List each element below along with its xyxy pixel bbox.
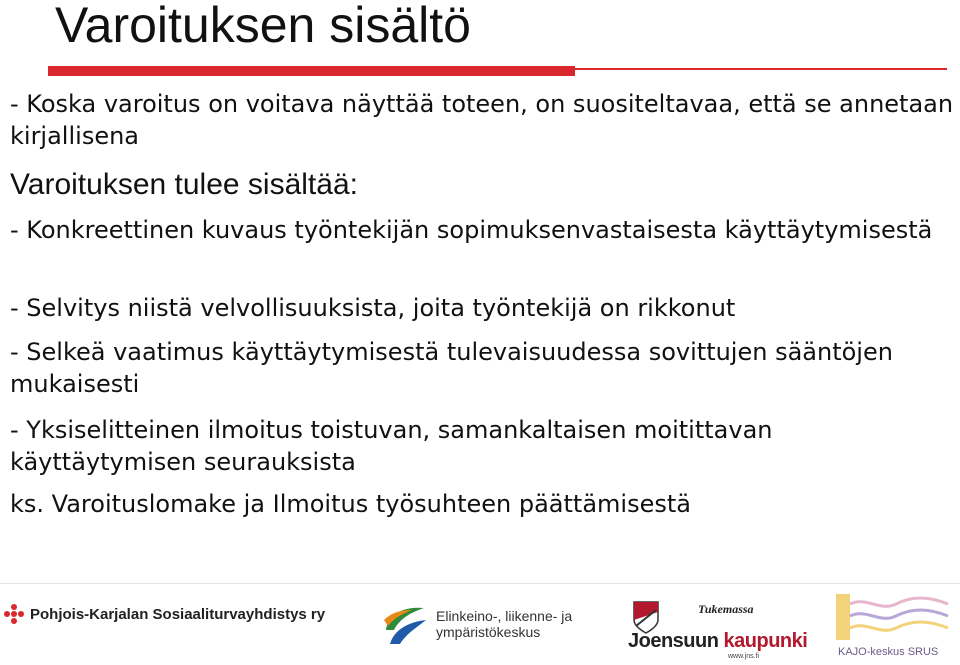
paragraph-1: - Koska varoitus on voitava näyttää toteen, on suositeltavaa, että se annetaan kirjallisena: [10, 90, 954, 150]
ely-keskus-logo: [382, 598, 602, 650]
joensuu-kaupunki: kaupunki: [723, 630, 808, 652]
joensuu-wordmark: [628, 630, 807, 653]
kajo-name: KAJO-keskus: [838, 646, 905, 658]
title-underline-thick: [48, 66, 575, 76]
pk-sosiaaliturvayhdistys-logo: [4, 602, 334, 626]
joensuu-logo: [628, 598, 808, 662]
paragraph-7: ks. Varoituslomake ja Ilmoitus työsuhteen päättämisestä: [10, 490, 691, 518]
pk-logo-text: Pohjois-Karjalan Sosiaaliturvayhdistys ry: [30, 605, 326, 623]
title-underline-thin: [575, 68, 947, 70]
kajo-caption: [838, 646, 938, 658]
joensuu-crest-icon: [632, 600, 660, 634]
paragraph-3: - Konkreettinen kuvaus työntekijän sopimuksenvastaisesta käyttäytymisestä: [10, 216, 933, 244]
joensuu-url: www.jns.fi: [728, 653, 760, 660]
ely-line-2: ympäristökeskus: [436, 624, 541, 640]
footer-divider: [0, 583, 960, 584]
ely-emblem-icon: [382, 600, 430, 648]
kajo-keskus-logo: [836, 590, 956, 662]
slide-title: Varoituksen sisältö: [55, 0, 471, 53]
joensuu-tukemassa: Tukemassa: [698, 602, 754, 616]
paragraph-2-heading: Varoituksen tulee sisältää:: [10, 168, 358, 201]
paragraph-6: - Yksiselitteinen ilmoitus toistuvan, samankaltaisen moitittavan käyttäytymisen seurauksista: [10, 416, 773, 476]
kajo-srus: SRUS: [907, 646, 939, 658]
pk-star-icon: [4, 604, 24, 624]
paragraph-5: - Selkeä vaatimus käyttäytymisestä tulevaisuudessa sovittujen sääntöjen mukaisesti: [10, 338, 893, 398]
joensuu-name: Joensuun: [628, 630, 719, 652]
slide-body: [10, 88, 955, 520]
ely-line-1: Elinkeino-, liikenne- ja: [436, 608, 573, 624]
kajo-wave-graphic: [836, 590, 956, 646]
paragraph-4: - Selvitys niistä velvollisuuksista, joita työntekijä on rikkonut: [10, 294, 736, 322]
